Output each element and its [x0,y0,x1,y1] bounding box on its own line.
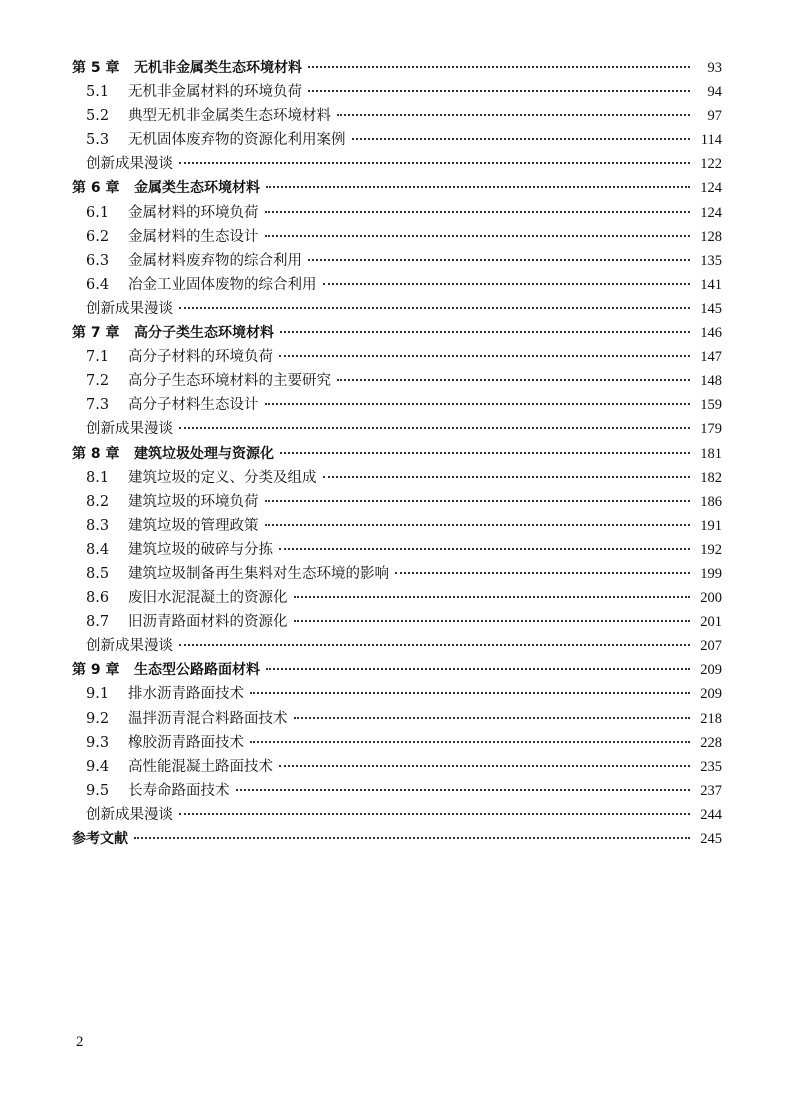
dot-leader [395,572,690,574]
toc-entry-page: 209 [700,686,722,703]
dot-leader [179,307,690,309]
dot-leader [337,379,690,381]
toc-entry-title: 创新成果漫谈 [86,156,173,173]
dot-leader [266,186,690,188]
toc-entry-section [72,779,722,803]
toc-entry-section [72,682,722,706]
toc-entry-title: 生态型公路路面材料 [134,662,260,679]
toc-entry-title: 典型无机非金属类生态环境材料 [128,108,331,125]
toc-entry-page: 97 [707,108,722,125]
toc-entry-title: 创新成果漫谈 [86,421,173,438]
toc-entry-page: 93 [707,60,722,76]
toc-entry-section [72,514,722,538]
toc-entry-page: 124 [700,204,722,221]
table-of-contents [72,56,722,851]
toc-entry-section [72,755,722,779]
toc-entry-page: 145 [700,300,722,317]
toc-entry-title: 金属类生态环境材料 [134,180,260,197]
toc-entry-number: 5.1 [86,84,110,101]
toc-entry-extra [72,152,722,176]
toc-entry-number: 9.1 [86,686,110,703]
dot-leader [236,789,691,791]
dot-leader [308,90,690,92]
toc-entry-title: 金属材料的生态设计 [128,228,259,245]
toc-entry-title: 创新成果漫谈 [86,300,173,317]
toc-entry-title: 建筑垃圾制备再生集料对生态环境的影响 [128,565,389,582]
toc-entry-title: 排水沥青路面技术 [128,686,244,703]
dot-leader [265,524,691,526]
toc-entry-page: 207 [700,638,722,655]
toc-entry-title: 无机固体废弃物的资源化利用案例 [128,132,346,149]
dot-leader [265,403,691,405]
toc-entry-page: 186 [700,493,722,510]
dot-leader [265,211,691,213]
dot-leader [308,259,690,261]
toc-entry-number: 5.2 [86,108,110,125]
toc-entry-page: 218 [700,710,722,727]
toc-entry-section [72,80,722,104]
toc-entry-page: 122 [700,156,722,173]
dot-leader [265,500,691,502]
toc-entry-number: 6.2 [86,228,110,245]
toc-entry-title: 建筑垃圾的环境负荷 [128,493,259,510]
toc-entry-number: 第 6 章 [72,180,120,197]
toc-entry-title: 废旧水泥混凝土的资源化 [128,590,288,607]
toc-entry-title: 建筑垃圾的管理政策 [128,517,259,534]
toc-entry-page: 228 [700,734,722,751]
toc-entry-number: 9.3 [86,734,110,751]
toc-entry-section [72,345,722,369]
toc-entry-page: 235 [700,758,722,775]
dot-leader [323,476,691,478]
toc-entry-title: 无机非金属材料的环境负荷 [128,84,302,101]
toc-entry-page: 124 [700,180,722,197]
toc-entry-title: 高分子类生态环境材料 [134,325,274,342]
dot-leader [266,668,690,670]
toc-entry-number: 7.2 [86,373,110,390]
dot-leader [294,620,691,622]
toc-entry-page: 181 [700,445,722,462]
toc-entry-page: 114 [700,132,722,149]
toc-entry-page: 237 [700,782,722,799]
toc-entry-number: 7.3 [86,397,110,414]
toc-entry-page: 182 [700,469,722,486]
toc-entry-title: 建筑垃圾的定义、分类及组成 [128,469,317,486]
toc-entry-page: 201 [700,614,722,631]
toc-entry-number: 第 8 章 [72,445,120,462]
toc-entry-title: 长寿命路面技术 [128,782,230,799]
toc-entry-section [72,225,722,249]
toc-entry-chapter [72,442,722,466]
toc-entry-number: 9.5 [86,782,110,799]
toc-entry-title: 参考文献 [72,831,128,847]
dot-leader [134,837,690,839]
toc-entry-page: 200 [700,590,722,607]
toc-entry-number: 9.2 [86,710,110,727]
dot-leader [179,813,690,815]
dot-leader [279,355,690,357]
toc-entry-page: 148 [700,373,722,390]
toc-entry-page: 245 [700,831,722,847]
toc-entry-number: 9.4 [86,758,110,775]
dot-leader [294,596,691,598]
toc-entry-number: 第 7 章 [72,325,120,342]
toc-entry-page: 192 [700,541,722,558]
toc-entry-title: 金属材料的环境负荷 [128,204,259,221]
toc-entry-number: 8.7 [86,614,110,631]
toc-entry-page: 135 [700,252,722,269]
toc-entry-extra [72,417,722,441]
toc-entry-title: 冶金工业固体废物的综合利用 [128,276,317,293]
toc-entry-number: 5.3 [86,132,110,149]
toc-entry-chapter [72,658,722,682]
toc-entry-section [72,128,722,152]
toc-entry-chapter [72,176,722,200]
toc-entry-extra [72,297,722,321]
toc-entry-page: 94 [707,84,722,101]
toc-entry-page: 209 [700,662,722,679]
dot-leader [308,66,690,68]
toc-entry-section [72,538,722,562]
toc-entry-chapter [72,56,722,80]
dot-leader [323,283,691,285]
dot-leader [280,452,690,454]
toc-entry-section [72,490,722,514]
page-number: 2 [76,1034,84,1050]
toc-entry-chapter [72,321,722,345]
toc-entry-title: 高分子生态环境材料的主要研究 [128,373,331,390]
dot-leader [352,138,691,140]
toc-entry-page: 191 [700,517,722,534]
dot-leader [280,331,690,333]
toc-entry-section [72,586,722,610]
toc-entry-page: 179 [700,421,722,438]
toc-entry-extra [72,803,722,827]
toc-entry-section [72,610,722,634]
toc-entry-number: 8.6 [86,590,110,607]
toc-entry-number: 6.3 [86,252,110,269]
toc-entry-section [72,731,722,755]
toc-entry-title: 建筑垃圾处理与资源化 [134,445,274,462]
dot-leader [279,765,690,767]
toc-entry-number: 6.4 [86,276,110,293]
toc-entry-section [72,466,722,490]
toc-entry-extra [72,634,722,658]
toc-entry-title: 创新成果漫谈 [86,638,173,655]
toc-entry-number: 6.1 [86,204,110,221]
toc-entry-number: 8.2 [86,493,110,510]
toc-entry-page: 146 [700,325,722,342]
dot-leader [279,548,690,550]
toc-entry-section [72,707,722,731]
toc-entry-section [72,369,722,393]
toc-entry-number: 8.4 [86,541,110,558]
toc-entry-title: 高性能混凝土路面技术 [128,758,273,775]
toc-entry-page: 244 [700,806,722,823]
toc-entry-chapter [72,827,722,851]
toc-entry-title: 高分子材料的环境负荷 [128,349,273,366]
toc-entry-title: 旧沥青路面材料的资源化 [128,614,288,631]
toc-entry-title: 建筑垃圾的破碎与分拣 [128,541,273,558]
toc-entry-section [72,393,722,417]
toc-entry-section [72,201,722,225]
toc-entry-page: 147 [700,349,722,366]
dot-leader [265,235,691,237]
dot-leader [294,717,691,719]
toc-entry-section [72,273,722,297]
toc-entry-title: 无机非金属类生态环境材料 [134,60,302,76]
toc-entry-number: 第 9 章 [72,662,120,679]
toc-entry-number: 8.1 [86,469,110,486]
toc-entry-section [72,104,722,128]
dot-leader [179,644,690,646]
dot-leader [179,427,690,429]
toc-entry-title: 金属材料废弃物的综合利用 [128,252,302,269]
toc-entry-page: 141 [700,276,722,293]
toc-entry-number: 8.3 [86,517,110,534]
toc-entry-title: 高分子材料生态设计 [128,397,259,414]
dot-leader [179,162,690,164]
toc-entry-page: 199 [700,565,722,582]
dot-leader [337,114,690,116]
toc-entry-number: 第 5 章 [72,60,120,76]
toc-entry-number: 8.5 [86,565,110,582]
dot-leader [250,741,690,743]
toc-entry-title: 橡胶沥青路面技术 [128,734,244,751]
dot-leader [250,692,690,694]
toc-entry-number: 7.1 [86,349,110,366]
toc-entry-section [72,562,722,586]
toc-entry-section [72,249,722,273]
toc-entry-page: 159 [700,397,722,414]
toc-entry-title: 温拌沥青混合料路面技术 [128,710,288,727]
toc-entry-title: 创新成果漫谈 [86,806,173,823]
toc-entry-page: 128 [700,228,722,245]
